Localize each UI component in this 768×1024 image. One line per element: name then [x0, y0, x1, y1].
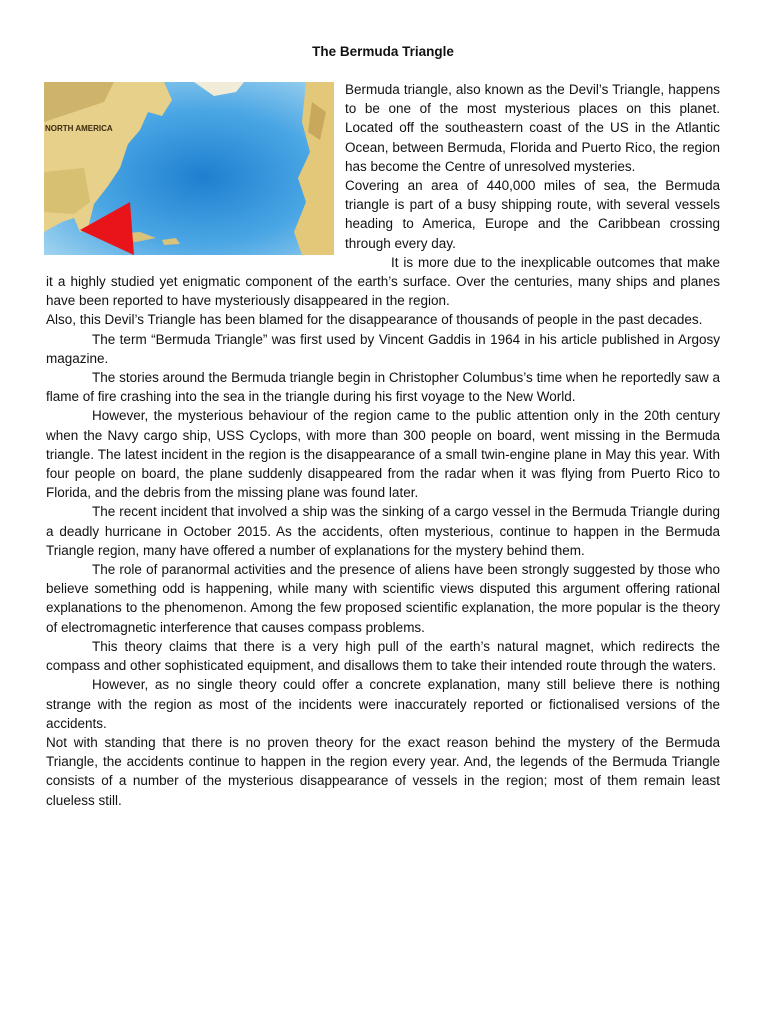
map-label: NORTH AMERICA — [45, 124, 113, 133]
paragraph: Not with standing that there is no proven theory for the exact reason behind the mystery of the Bermuda Triangle, the accidents continue to happen in the region every year. And, the legends of the Bermuda Triangle consists of a number of the mysterious disappearance of vessels in the region; most of them remain least clueless still. — [46, 734, 720, 808]
paragraph: The stories around the Bermuda triangle begin in Christopher Columbus’s time when he reportedly saw a flame of fire crashing into the sea in the triangle during his first voyage to the New World. — [46, 370, 720, 405]
map-illustration — [44, 82, 334, 255]
paragraph: However, the mysterious behaviour of the region came to the public attention only in the 20th century when the Navy cargo ship, USS Cyclops, with more than 300 people on board, went missing in the Bermuda triangle. The latest incident in the region is the disappearance of a small twin-engine plane in May this year. With four people on board, the plane suddenly disappeared from the radar when it was flying from Puerto Rico to Florida, and the debris from the missing plane was found later. — [46, 408, 720, 501]
paragraph: Covering an area of 440,000 miles of sea, the Bermuda triangle is part of a busy shipping route, with several vessels heading to America, Europe and the Caribbean crossing through every day. — [345, 178, 720, 251]
paragraph: Also, this Devil’s Triangle has been blamed for the disappearance of thousands of people in the past decades. — [46, 312, 703, 328]
paragraph: This theory claims that there is a very high pull of the earth’s natural magnet, which redirects the compass and other sophisticated equipment, and disallows them to take their intended route through the waters. — [46, 638, 720, 674]
paragraph: The recent incident that involved a ship was the sinking of a cargo vessel in the Bermuda Triangle during a deadly hurricane in October 2015. As the accidents, often mysterious, continue to happen in the Bermuda Triangle region, many have offered a number of explanations for the mystery behind them. — [46, 504, 720, 558]
bermuda-map-image — [44, 82, 334, 255]
article-body — [46, 80, 720, 810]
paragraph: Bermuda triangle, also known as the Devil’s Triangle, happens to be one of the most mysterious places on this planet. Located off the southeastern coast of the US in the Atlantic Ocean, between Bermuda, Florida and Puerto Rico, the region has become the Centre of unresolved mysteries. — [345, 82, 720, 174]
page-title: The Bermuda Triangle — [312, 44, 454, 59]
paragraph: The term “Bermuda Triangle” was first used by Vincent Gaddis in 1964 in his article published in Argosy magazine. — [46, 331, 720, 366]
paragraph: The role of paranormal activities and the presence of aliens have been strongly suggested by those who believe something odd is happening, while many with scientific views disputed this argument offering rational explanations to the phenomenon. Among the few proposed scientific explanation, the more popular is the theory of electromagnetic interference that causes compass problems. — [46, 562, 720, 635]
paragraph: However, as no single theory could offer a concrete explanation, many still believe there is nothing strange with the region as most of the incidents were inaccurately reported or fictionalised versions of the accidents. — [46, 677, 720, 731]
paragraph: It is more due to the inexplicable outcomes that make it a highly studied yet enigmatic component of the earth’s surface. Over the centuries, many ships and planes have been reported to have mysteriously disappeared in the region. — [46, 254, 720, 309]
